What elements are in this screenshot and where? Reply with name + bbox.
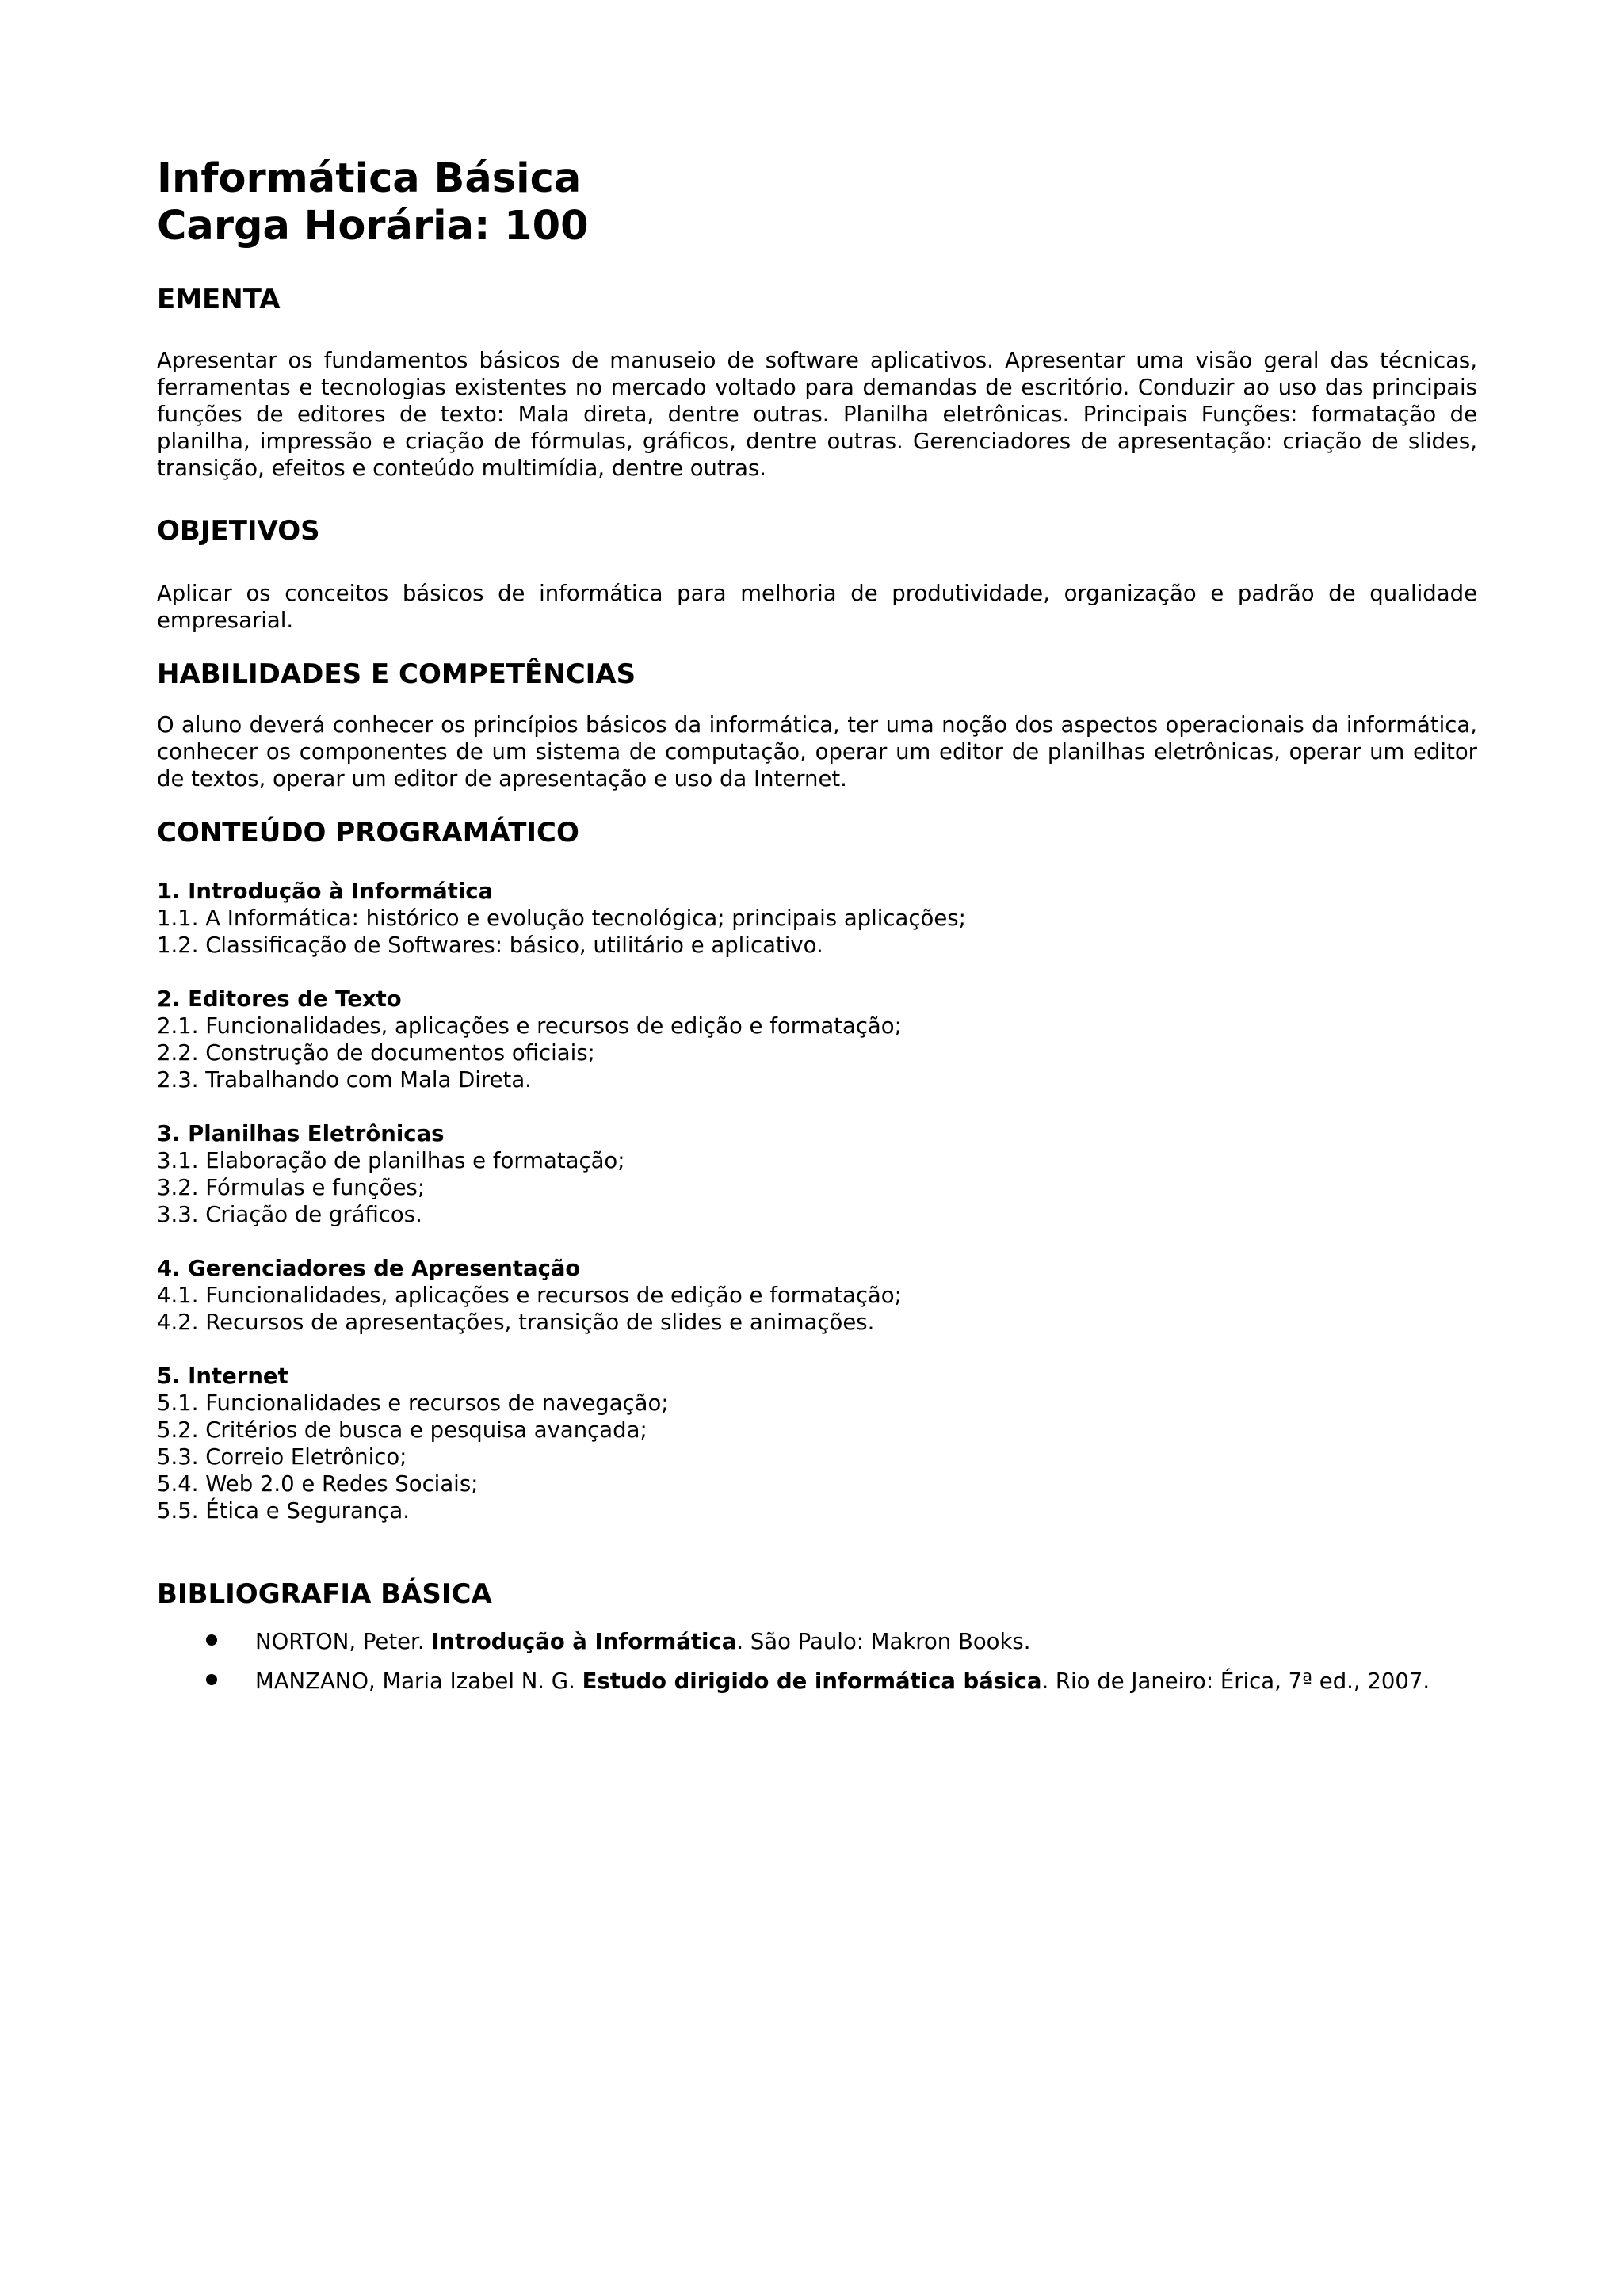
- module-4: [157, 1255, 1477, 1336]
- module-1: [157, 878, 1477, 959]
- conteudo-modules: [157, 878, 1477, 1524]
- module-title: 5. Internet: [157, 1363, 288, 1389]
- ementa-text: Apresentar os fundamentos básicos de manuseio de software aplicativos. Apresentar uma visão geral das técnicas, ferramentas e tecnologias existentes no mercado voltado para demandas de escritório. Conduzir ao uso das principais funções de editores de texto: Mala direta, dentre outras. Planilha eletrônicas. Principais Funções: formatação de planilha, impressão e criação de fórmulas, gráficos, dentre outras. Gerenciadores de apresentação: criação de slides, transição, efeitos e conteúdo multimídia, dentre outras.: [157, 348, 1477, 481]
- course-workload: Carga Horária: 100: [157, 203, 589, 250]
- module-title: 3. Planilhas Eletrônicas: [157, 1121, 445, 1146]
- module-2: [157, 986, 1477, 1093]
- module-item: 5.5. Ética e Segurança.: [157, 1498, 410, 1524]
- bibliography-author: NORTON, Peter.: [255, 1629, 432, 1654]
- document-page: [157, 155, 1477, 1707]
- module-title: 4. Gerenciadores de Apresentação: [157, 1256, 581, 1281]
- bibliography-title: Estudo dirigido de informática básica: [582, 1669, 1042, 1694]
- bibliography-publisher: . Rio de Janeiro: Érica, 7ª ed., 2007.: [1041, 1669, 1430, 1694]
- conteudo-heading: CONTEÚDO PROGRAMÁTICO: [157, 817, 579, 849]
- ementa-heading: EMENTA: [157, 284, 281, 315]
- habilidades-heading: HABILIDADES E COMPETÊNCIAS: [157, 658, 636, 690]
- module-item: 3.2. Fórmulas e funções;: [157, 1175, 426, 1200]
- module-item: 2.1. Funcionalidades, aplicações e recursos de edição e formatação;: [157, 1013, 902, 1039]
- module-item: 4.2. Recursos de apresentações, transição de slides e animações.: [157, 1310, 875, 1335]
- module-item: 2.3. Trabalhando com Mala Direta.: [157, 1067, 532, 1093]
- objetivos-text: Aplicar os conceitos básicos de informática para melhoria de produtividade, organização e padrão de qualidade empresarial.: [157, 581, 1477, 633]
- bibliografia-heading: BIBLIOGRAFIA BÁSICA: [157, 1578, 492, 1610]
- module-3: [157, 1120, 1477, 1228]
- objetivos-heading: OBJETIVOS: [157, 515, 320, 547]
- module-title: 2. Editores de Texto: [157, 986, 402, 1012]
- module-item: 3.1. Elaboração de planilhas e formatação;: [157, 1148, 625, 1173]
- habilidades-text: O aluno deverá conhecer os princípios básicos da informática, ter uma noção dos aspectos operacionais da informática, conhecer os componentes de um sistema de computação, operar um editor de planilhas eletrônicas, operar um editor de textos, operar um editor de apresentação e uso da Internet.: [157, 712, 1477, 791]
- module-item: 5.3. Correio Eletrônico;: [157, 1444, 407, 1470]
- module-title: 1. Introdução à Informática: [157, 879, 494, 904]
- bullet-icon: [206, 1674, 217, 1685]
- module-item: 5.4. Web 2.0 e Redes Sociais;: [157, 1471, 479, 1497]
- module-item: 4.1. Funcionalidades, aplicações e recursos de edição e formatação;: [157, 1283, 902, 1308]
- course-title: Informática Básica: [157, 155, 582, 202]
- bibliography-entry: [157, 1668, 1477, 1695]
- bibliography-author: MANZANO, Maria Izabel N. G.: [255, 1669, 582, 1694]
- module-item: 3.3. Criação de gráficos.: [157, 1202, 422, 1227]
- bibliography-publisher: . São Paulo: Makron Books.: [736, 1629, 1031, 1654]
- bibliography-entry: [157, 1628, 1477, 1655]
- module-item: 5.1. Funcionalidades e recursos de navegação;: [157, 1390, 669, 1416]
- bullet-icon: [206, 1634, 217, 1646]
- module-item: 2.2. Construção de documentos oficiais;: [157, 1040, 595, 1066]
- module-item: 5.2. Critérios de busca e pesquisa avançada;: [157, 1417, 647, 1443]
- document-title: [157, 155, 1477, 250]
- module-item: 1.1. A Informática: histórico e evolução tecnológica; principais aplicações;: [157, 906, 966, 931]
- module-item: 1.2. Classificação de Softwares: básico, utilitário e aplicativo.: [157, 933, 823, 958]
- bibliography-title: Introdução à Informática: [431, 1629, 737, 1654]
- module-5: [157, 1363, 1477, 1524]
- bibliografia-list: [157, 1628, 1477, 1695]
